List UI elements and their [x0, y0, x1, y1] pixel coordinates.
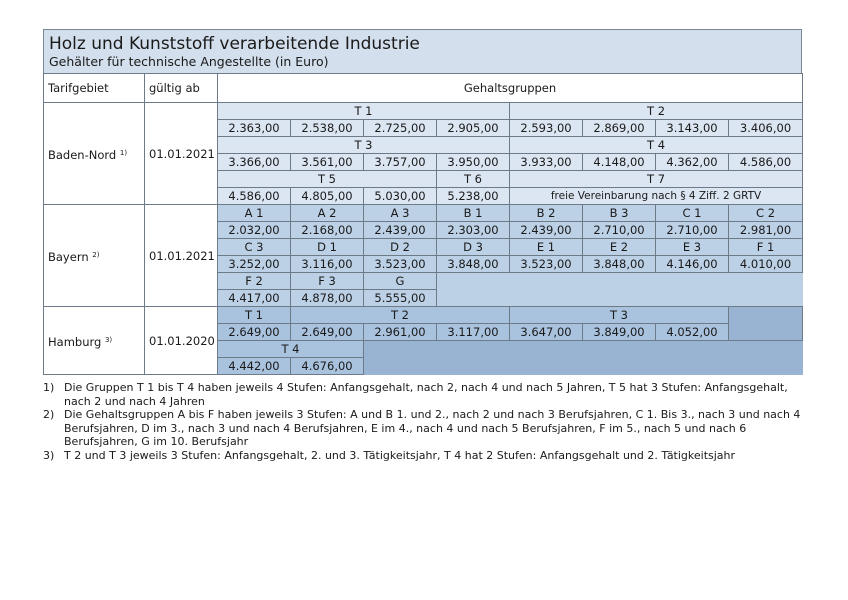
value-cell: 2.869,00: [583, 120, 656, 137]
region-bayern: [44, 205, 145, 307]
region-name: Hamburg: [48, 334, 102, 349]
region-hamburg: [44, 307, 145, 375]
footnote: [43, 381, 802, 408]
group-label: E 1: [510, 239, 583, 256]
value-cell: 2.439,00: [364, 222, 437, 239]
footnote-ref: 3): [104, 335, 113, 344]
region-name: Bayern: [48, 249, 89, 264]
value-cell: 4.010,00: [729, 256, 803, 273]
value-cell: 5.030,00: [364, 188, 437, 205]
group-label: C 3: [218, 239, 291, 256]
table-row: [44, 205, 803, 222]
value-cell: 2.725,00: [364, 120, 437, 137]
value-cell: 4.805,00: [291, 188, 364, 205]
group-label: E 3: [656, 239, 729, 256]
value-cell: 4.148,00: [583, 154, 656, 171]
value-cell: 4.878,00: [291, 290, 364, 307]
footnote-text: T 2 und T 3 jeweils 3 Stufen: Anfangsgehalt, 2. und 3. Tätigkeitsjahr, T 4 hat 2 Stufen: Anfangsgehalt und 2. Tätigkeitsjahr: [64, 448, 736, 462]
group-label: B 2: [510, 205, 583, 222]
date-cell: 01.01.2021: [145, 103, 218, 205]
value-cell: 2.593,00: [510, 120, 583, 137]
group-label: D 1: [291, 239, 364, 256]
group-label: A 2: [291, 205, 364, 222]
value-cell: 3.252,00: [218, 256, 291, 273]
group-label: G: [364, 273, 437, 290]
footnote-ref: 1): [119, 148, 128, 157]
value-cell: 2.649,00: [218, 324, 291, 341]
value-cell: 4.146,00: [656, 256, 729, 273]
group-label: C 2: [729, 205, 803, 222]
group-label: B 3: [583, 205, 656, 222]
value-cell: 5.238,00: [437, 188, 510, 205]
value-cell: 4.362,00: [656, 154, 729, 171]
group-label: B 1: [437, 205, 510, 222]
footnote-number: 1): [43, 381, 55, 394]
value-cell: 4.586,00: [729, 154, 803, 171]
value-cell-text: freie Vereinbarung nach § 4 Ziff. 2 GRTV: [510, 188, 803, 205]
region-name: Baden-Nord: [48, 147, 117, 162]
salary-table: [43, 73, 803, 375]
value-cell: 2.538,00: [291, 120, 364, 137]
value-cell: 3.757,00: [364, 154, 437, 171]
group-label: T 1: [218, 103, 510, 120]
footnote-text: Die Gehaltsgruppen A bis F haben jeweils 3 Stufen: A und B 1. und 2., nach 2 und nach 3 Berufsjahren, C 1. Bis 3., nach 3 und nach 4 Berufsjahren, D im 3., nach 3 und nach 4 Berufsjahren, E im 4., nach 4 und nach 5 Berufsjahren, F im 5., nach 5 und nach 6 Berufsjahren, G im 10. Berufsjahr: [64, 408, 801, 448]
group-label: T 7: [510, 171, 803, 188]
footnote: [43, 408, 802, 449]
date-cell: 01.01.2020: [145, 307, 218, 375]
table-header-block: [43, 29, 802, 73]
value-cell: 3.117,00: [437, 324, 510, 341]
page-title: Holz und Kunststoff verarbeitende Industrie: [49, 34, 420, 54]
group-label: D 3: [437, 239, 510, 256]
value-cell: 3.523,00: [364, 256, 437, 273]
value-cell: 2.710,00: [583, 222, 656, 239]
column-header-gehaltsgruppen: Gehaltsgruppen: [218, 74, 803, 103]
group-label: F 2: [218, 273, 291, 290]
value-cell: 3.366,00: [218, 154, 291, 171]
value-cell: 3.849,00: [583, 324, 656, 341]
group-label: F 1: [729, 239, 803, 256]
value-cell: 4.052,00: [656, 324, 729, 341]
group-label: A 1: [218, 205, 291, 222]
group-label: T 1: [218, 307, 291, 324]
group-label: T 3: [510, 307, 729, 324]
group-label: T 5: [218, 171, 437, 188]
value-cell: 3.950,00: [437, 154, 510, 171]
value-cell: 5.555,00: [364, 290, 437, 307]
empty-fill: [437, 273, 803, 307]
group-label: F 3: [291, 273, 364, 290]
region-baden-nord: [44, 103, 145, 205]
empty-fill: [729, 307, 803, 341]
group-label: C 1: [656, 205, 729, 222]
value-cell: 2.303,00: [437, 222, 510, 239]
value-cell: 2.905,00: [437, 120, 510, 137]
table-row: [44, 307, 803, 324]
group-label: T 3: [218, 137, 510, 154]
value-cell: 4.676,00: [291, 358, 364, 375]
footnote-text: Die Gruppen T 1 bis T 4 haben jeweils 4 Stufen: Anfangsgehalt, nach 2, nach 4 und nach 5 Jahren, T 5 hat 3 Stufen: Anfangsgehalt, nach 2 und nach 4 Jahren: [64, 381, 788, 408]
value-cell: 2.168,00: [291, 222, 364, 239]
value-cell: 2.710,00: [656, 222, 729, 239]
value-cell: 3.647,00: [510, 324, 583, 341]
group-label: D 2: [364, 239, 437, 256]
group-label: E 2: [583, 239, 656, 256]
value-cell: 3.848,00: [437, 256, 510, 273]
group-label: T 2: [510, 103, 803, 120]
value-cell: 2.981,00: [729, 222, 803, 239]
value-cell: 3.933,00: [510, 154, 583, 171]
group-label: T 4: [510, 137, 803, 154]
value-cell: 2.363,00: [218, 120, 291, 137]
group-label: T 4: [218, 341, 364, 358]
value-cell: 4.417,00: [218, 290, 291, 307]
value-cell: 3.523,00: [510, 256, 583, 273]
empty-fill: [364, 341, 803, 375]
table-row: [44, 103, 803, 120]
footnotes: [43, 381, 802, 462]
value-cell: 3.143,00: [656, 120, 729, 137]
value-cell: 3.561,00: [291, 154, 364, 171]
value-cell: 3.116,00: [291, 256, 364, 273]
group-label: T 2: [291, 307, 510, 324]
group-label: T 6: [437, 171, 510, 188]
value-cell: 2.032,00: [218, 222, 291, 239]
footnote-number: 2): [43, 408, 55, 421]
footnote: [43, 449, 802, 463]
value-cell: 3.406,00: [729, 120, 803, 137]
value-cell: 3.848,00: [583, 256, 656, 273]
column-header-tarifgebiet: Tarifgebiet: [44, 74, 145, 103]
column-header-gueltig-ab: gültig ab: [145, 74, 218, 103]
footnote-ref: 2): [92, 250, 100, 259]
value-cell: 2.649,00: [291, 324, 364, 341]
page-subtitle: Gehälter für technische Angestellte (in Euro): [49, 54, 329, 69]
group-label: A 3: [364, 205, 437, 222]
value-cell: 4.586,00: [218, 188, 291, 205]
column-header-row: [44, 74, 803, 103]
value-cell: 2.961,00: [364, 324, 437, 341]
footnote-number: 3): [43, 448, 55, 462]
document: [43, 29, 802, 462]
value-cell: 4.442,00: [218, 358, 291, 375]
value-cell: 2.439,00: [510, 222, 583, 239]
date-cell: 01.01.2021: [145, 205, 218, 307]
